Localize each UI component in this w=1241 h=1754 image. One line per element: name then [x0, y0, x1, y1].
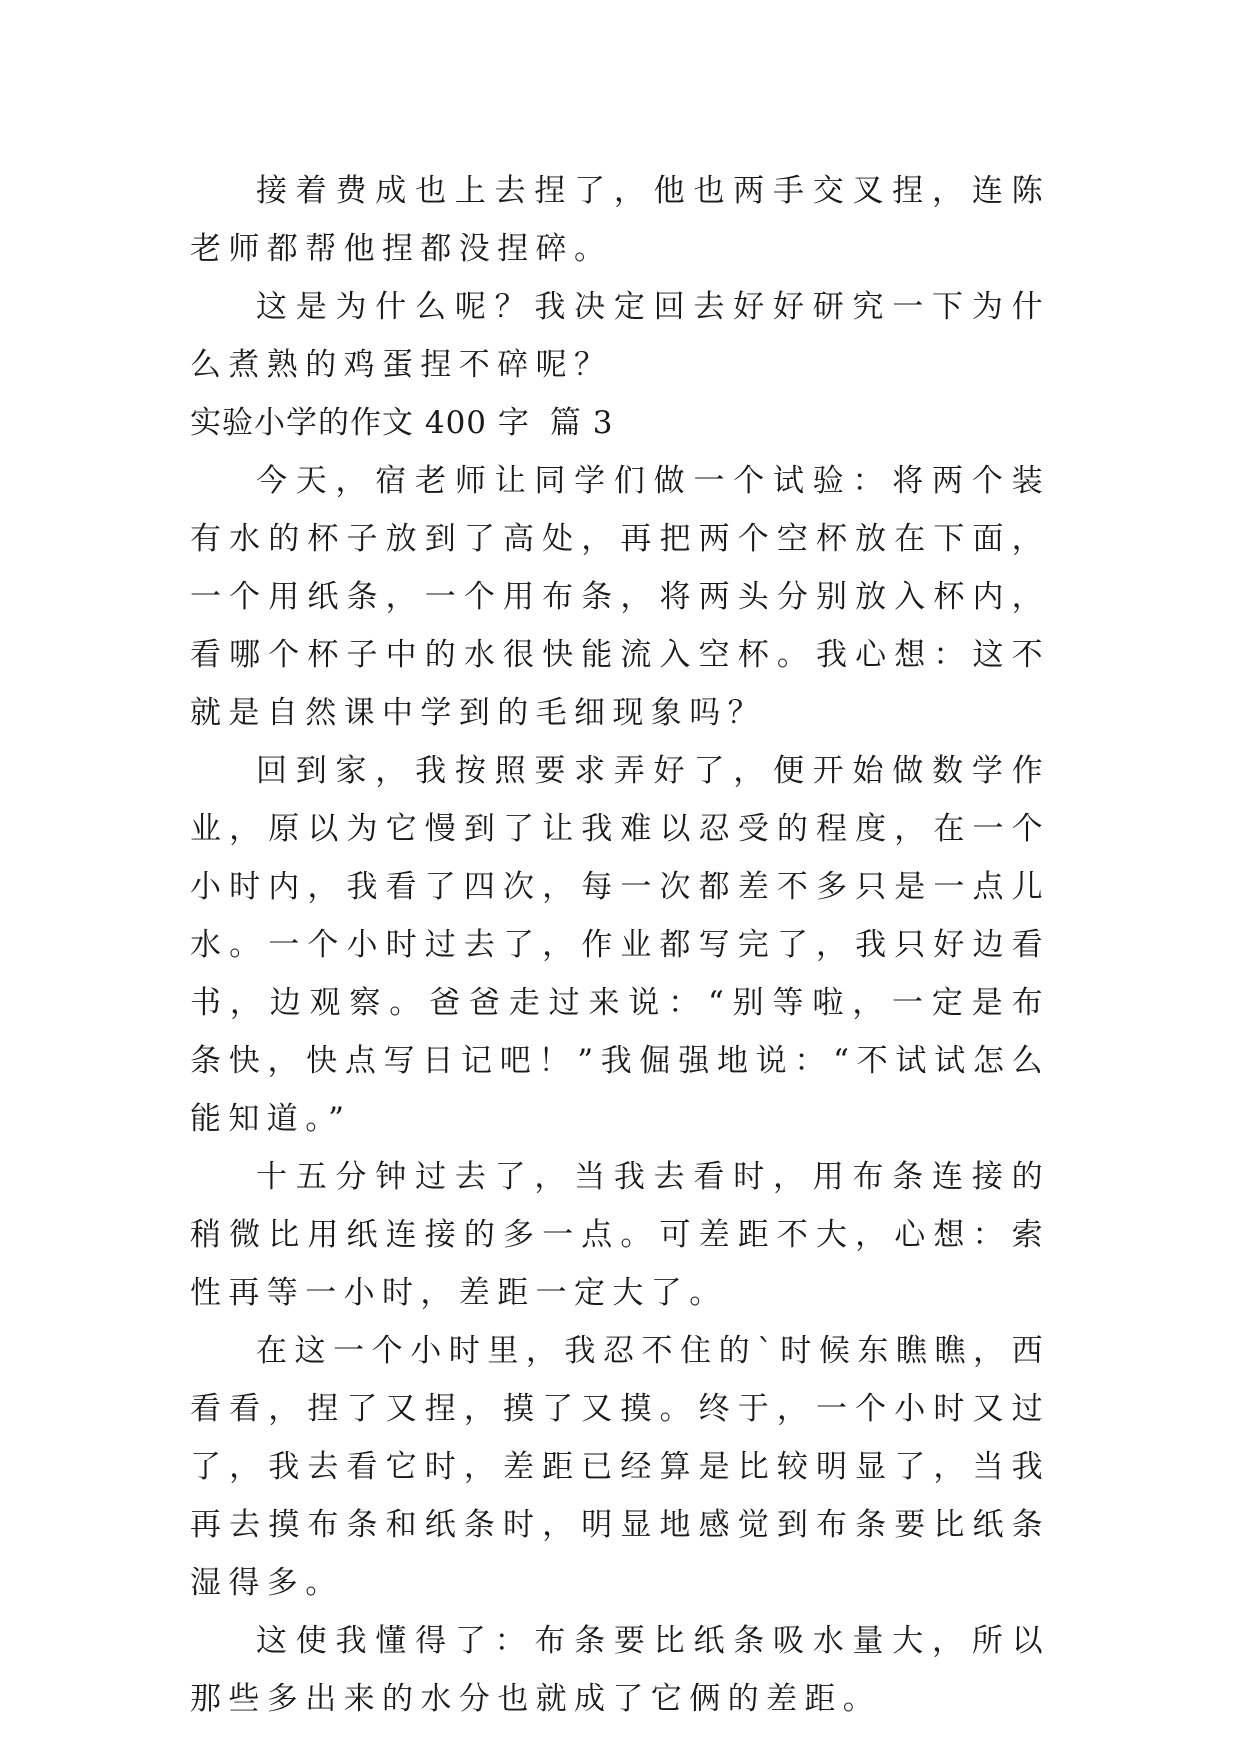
- paragraph: 十五分钟过去了，当我去看时，用布条连接的稍微比用纸连接的多一点。可差距不大，心想：索性再等一小时，差距一定大了。: [190, 1159, 1050, 1311]
- heading-section-number: 篇 3: [549, 405, 614, 441]
- paragraph: 回到家，我按照要求弄好了，便开始做数学作业，原以为它慢到了让我难以忍受的程度，在一个小时内，我看了四次，每一次都差不多只是一点儿水。一个小时过去了，作业都写完了，我只好边看书，边观察。爸爸走过来说：“别等啦，一定是布条快，快点写日记吧！”我倔强地说：“不试试怎么能知道。”: [190, 753, 1050, 1137]
- paragraph: 这使我懂得了：布条要比纸条吸水量大，所以那些多出来的水分也就成了它俩的差距。: [190, 1623, 1050, 1717]
- section-heading: [190, 394, 1050, 452]
- paragraph: 这是为什么呢？我决定回去好好研究一下为什么煮熟的鸡蛋捏不碎呢？: [190, 289, 1050, 383]
- paragraph: 接着费成也上去捏了，他也两手交叉捏，连陈老师都帮他捏都没捏碎。: [190, 173, 1050, 267]
- heading-title: 实验小学的作文 400 字: [190, 405, 530, 441]
- document-body: [190, 162, 1050, 1728]
- paragraph: 今天，宿老师让同学们做一个试验：将两个装有水的杯子放到了高处，再把两个空杯放在下面，一个用纸条，一个用布条，将两头分别放入杯内，看哪个杯子中的水很快能流入空杯。我心想：这不就是自然课中学到的毛细现象吗？: [190, 463, 1050, 731]
- paragraph: 在这一个小时里，我忍不住的`时候东瞧瞧，西看看，捏了又捏，摸了又摸。终于，一个小时又过了，我去看它时，差距已经算是比较明显了，当我再去摸布条和纸条时，明显地感觉到布条要比纸条湿得多。: [190, 1333, 1050, 1601]
